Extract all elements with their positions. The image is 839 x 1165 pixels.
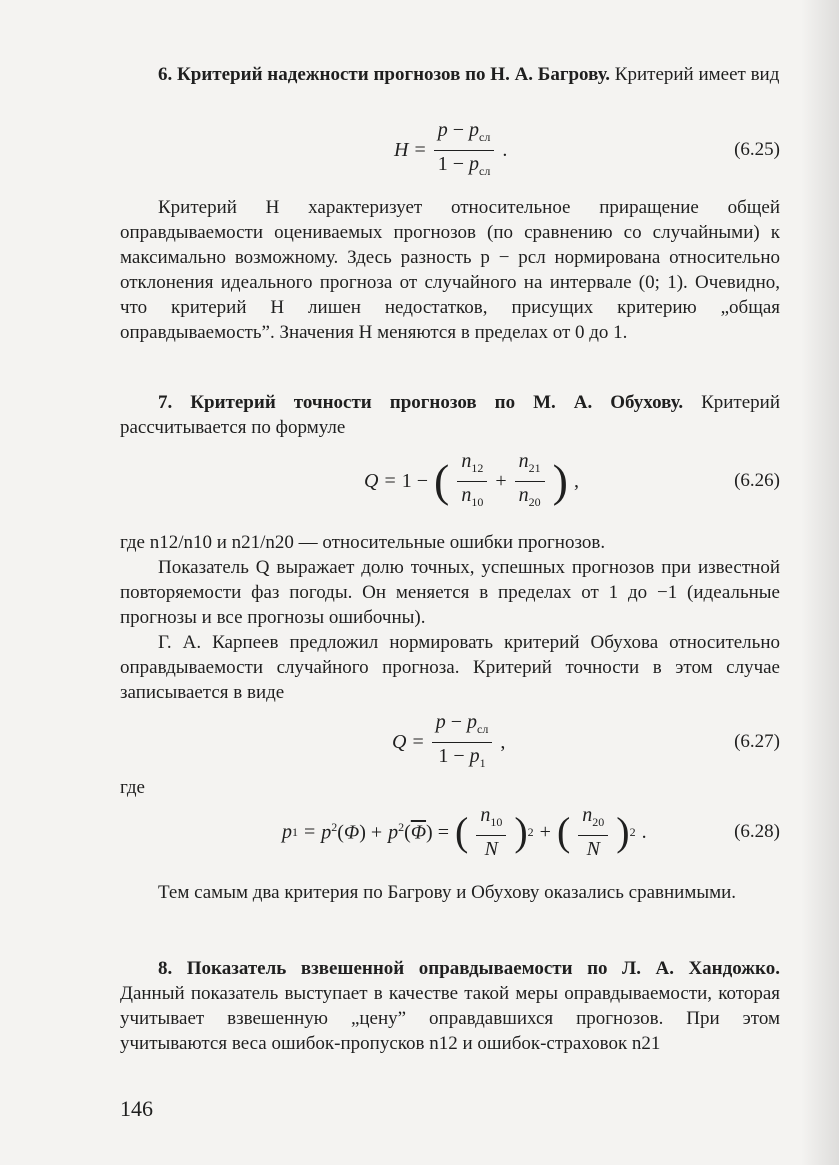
relative-errors-line: где n12/n10 и n21/n20 — относительные ошибки прогнозов. — [120, 532, 606, 553]
formula-6-27: Q = $\frac{p - p_{сл}}{1 - p_1}$ , (6.27) — [392, 710, 780, 770]
section6-heading: 6. Критерий надежности прогнозов по Н. А. Багрову. — [158, 64, 611, 85]
eq-number-6-28: (6.28) — [734, 821, 780, 842]
section7-heading: 7. Критерий точности прогнозов по М. А. Обухову. — [158, 392, 684, 413]
eq-number-6-25: (6.25) — [734, 139, 780, 160]
section7-p3: Тем самым два критерия по Багрову и Обухову оказались сравнимыми. — [158, 882, 737, 903]
formula-6-28: p 1 = $p^2(\Phi)$ + $p^2(\overline{\Phi})$ = ( $\frac{n_{10}}{N}$ ) 2 + ( $\frac{n_{20}}{N}$ ) 2 . (6.28) — [282, 804, 780, 860]
page-number: 146 — [120, 1096, 153, 1121]
section8-body: Данный показатель выступает в качестве такой меры оправдываемости, которая учитывает взвешенную „цену” оправдавшихся прогнозов. При этом учитываются веса ошибок-пропусков n12 и ошибок-страховок n21 — [120, 983, 780, 1054]
section8-paragraph — [120, 956, 780, 1056]
section8-heading: 8. Показатель взвешенной оправдываемости по Л. А. Хандожко. — [158, 958, 780, 979]
page-edge-shadow — [801, 0, 839, 1165]
section7-p2: Г. А. Карпеев предложил нормировать критерий Обухова относительно оправдываемости случайного прогноза. Критерий точности в этом случае записывается в виде — [120, 632, 780, 703]
section7-lead: Критерий рассчитывается по формуле — [120, 392, 780, 438]
section7-paragraph — [120, 390, 780, 440]
section6-paragraph — [120, 62, 780, 87]
where-label: где — [120, 777, 145, 798]
section7-p1: Показатель Q выражает долю точных, успешных прогнозов при известной повторяемости фаз погоды. Он меняется в пределах от 1 до −1 (идеальные прогнозы и все прогнозы ошибочны). — [120, 557, 780, 628]
formula-6-26: Q = 1 − ( $\frac{n_{12}}{n_{10}}$ + $\frac{n_{21}}{n_{20}}$ ) , (6.26) — [364, 449, 780, 509]
eq-number-6-26: (6.26) — [734, 470, 780, 491]
section6-lead: Критерий имеет вид — [610, 64, 780, 85]
section6-body: Критерий H характеризует относительное приращение общей оправдываемости оцениваемых прогнозов (по сравнению со случайными) к максимально возможному. Здесь разность p − pсл нормирована относительно отклонения идеального прогноза от случайного на интервале (0; 1). Очевидно, что критерий H лишен недостатков, присущих критерию „общая оправдываемость”. Значения H меняются в пределах от 0 до 1. — [120, 197, 780, 343]
formula-6-25: H = $\frac{p - p_{сл}}{1 - p_{сл}}$ . (6.25) — [394, 118, 780, 178]
eq-number-6-27: (6.27) — [734, 731, 780, 752]
